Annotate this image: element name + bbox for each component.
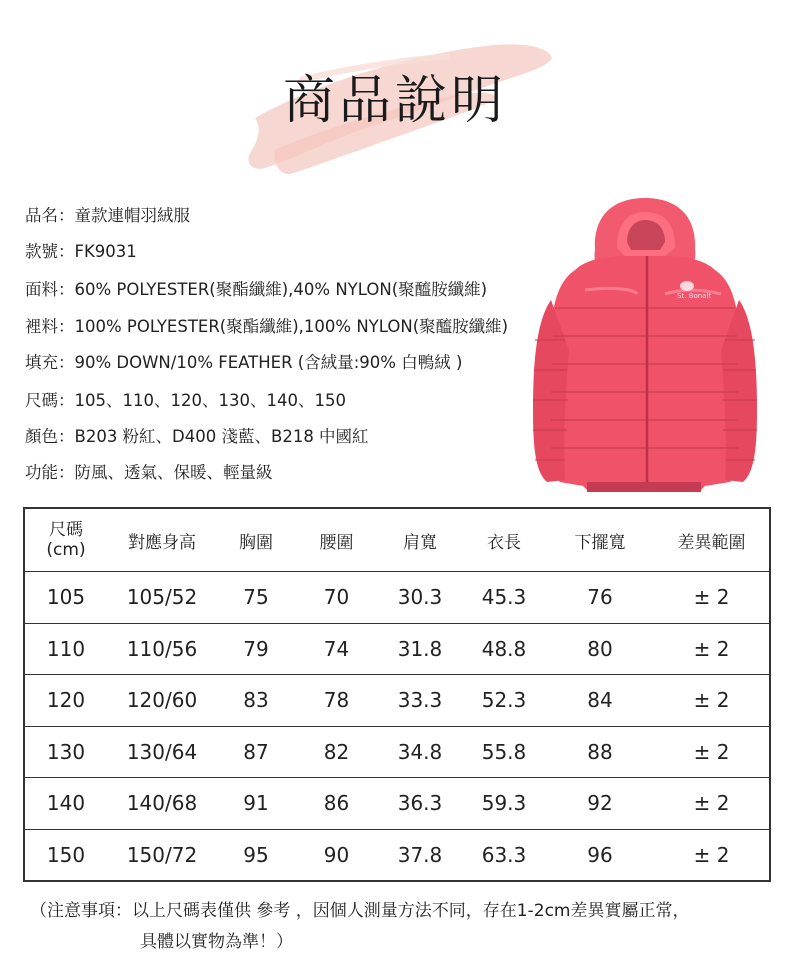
cell-hem-width: 96 [546, 829, 654, 881]
cell-chest: 95 [217, 829, 295, 881]
header-length: 衣長 [462, 508, 546, 572]
spec-label: 尺碼： [25, 391, 75, 410]
cell-hem-width: 80 [546, 623, 654, 675]
header-tolerance: 差異範圍 [654, 508, 770, 572]
cell-length: 45.3 [462, 572, 546, 624]
cell-waist: 90 [295, 829, 378, 881]
page-title: 商品說明 [282, 71, 507, 131]
table-row [24, 778, 770, 830]
cell-waist: 86 [295, 778, 378, 830]
spec-value: 60% POLYESTER(聚酯纖維),40% NYLON(聚醯胺纖維) [74, 280, 488, 299]
spec-value: 90% DOWN/10% FEATHER (含絨量:90% 白鴨絨 ) [74, 353, 463, 372]
spec-row-lining [25, 313, 508, 337]
spec-row-filling [25, 349, 462, 373]
cell-size: 110 [24, 623, 107, 675]
spec-label: 顏色： [25, 427, 75, 446]
cell-hem-width: 92 [546, 778, 654, 830]
cell-hem-width: 88 [546, 726, 654, 778]
spec-row-colors [25, 423, 369, 447]
cell-size: 120 [24, 675, 107, 727]
spec-row-features [25, 459, 273, 483]
cell-chest: 75 [217, 572, 295, 624]
cell-length: 55.8 [462, 726, 546, 778]
table-header-row [24, 508, 770, 572]
spec-value: 100% POLYESTER(聚酯纖維),100% NYLON(聚醯胺纖維) [74, 317, 509, 336]
cell-size: 105 [24, 572, 107, 624]
jacket-logo-text: St. Bonalt [677, 292, 712, 300]
spec-label: 品名： [25, 206, 75, 225]
cell-tolerance: ± 2 [654, 675, 770, 727]
note-line-1: （注意事項：以上尺碼表僅供 參考 ，因個人測量方法不同，存在1-2cm差異實屬正常， [30, 901, 690, 921]
cell-height: 130/64 [107, 726, 217, 778]
cell-length: 52.3 [462, 675, 546, 727]
cell-waist: 78 [295, 675, 378, 727]
spec-value: 防風、透氣、保暖、輕量級 [74, 463, 273, 482]
cell-shoulder: 36.3 [378, 778, 462, 830]
table-row [24, 726, 770, 778]
cell-waist: 70 [295, 572, 378, 624]
header-waist: 腰圍 [295, 508, 378, 572]
jacket-product-image [525, 190, 765, 495]
spec-label: 款號： [25, 242, 75, 261]
cell-length: 59.3 [462, 778, 546, 830]
table-row [24, 572, 770, 624]
cell-tolerance: ± 2 [654, 829, 770, 881]
spec-value: FK9031 [74, 242, 137, 261]
cell-height: 120/60 [107, 675, 217, 727]
spec-value: B203 粉紅、D400 淺藍、B218 中國紅 [74, 427, 369, 446]
cell-height: 110/56 [107, 623, 217, 675]
cell-tolerance: ± 2 [654, 726, 770, 778]
cell-size: 150 [24, 829, 107, 881]
cell-height: 105/52 [107, 572, 217, 624]
table-row [24, 675, 770, 727]
cell-shoulder: 37.8 [378, 829, 462, 881]
note-line-2: 具體以實物為準！） [140, 932, 293, 952]
spec-label: 裡料： [25, 317, 75, 336]
header-shoulder: 肩寬 [378, 508, 462, 572]
cell-chest: 79 [217, 623, 295, 675]
spec-label: 功能： [25, 463, 75, 482]
cell-shoulder: 34.8 [378, 726, 462, 778]
cell-hem-width: 84 [546, 675, 654, 727]
cell-length: 63.3 [462, 829, 546, 881]
header-size-label: 尺碼 (cm) [46, 520, 86, 560]
cell-tolerance: ± 2 [654, 623, 770, 675]
header-hem-width: 下擺寬 [546, 508, 654, 572]
spec-row-sizes [25, 387, 346, 411]
cell-tolerance: ± 2 [654, 778, 770, 830]
header-size [24, 508, 107, 572]
cell-size: 140 [24, 778, 107, 830]
table-row [24, 829, 770, 881]
spec-label: 填充： [25, 353, 75, 372]
cell-height: 140/68 [107, 778, 217, 830]
spec-value: 童款連帽羽絨服 [74, 206, 190, 225]
table-row [24, 623, 770, 675]
size-note [30, 896, 775, 958]
header-chest: 胸圍 [217, 508, 295, 572]
cell-shoulder: 31.8 [378, 623, 462, 675]
size-chart-table [23, 507, 771, 882]
cell-length: 48.8 [462, 623, 546, 675]
spec-row-name [25, 202, 190, 226]
header-height: 對應身高 [107, 508, 217, 572]
cell-shoulder: 33.3 [378, 675, 462, 727]
cell-shoulder: 30.3 [378, 572, 462, 624]
cell-height: 150/72 [107, 829, 217, 881]
cell-tolerance: ± 2 [654, 572, 770, 624]
spec-value: 105、110、120、130、140、150 [74, 391, 346, 410]
cell-chest: 87 [217, 726, 295, 778]
spec-label: 面料： [25, 280, 75, 299]
spec-row-style-no [25, 238, 137, 262]
cell-waist: 82 [295, 726, 378, 778]
cell-waist: 74 [295, 623, 378, 675]
spec-row-fabric [25, 276, 487, 300]
cell-hem-width: 76 [546, 572, 654, 624]
cell-size: 130 [24, 726, 107, 778]
cell-chest: 83 [217, 675, 295, 727]
cell-chest: 91 [217, 778, 295, 830]
